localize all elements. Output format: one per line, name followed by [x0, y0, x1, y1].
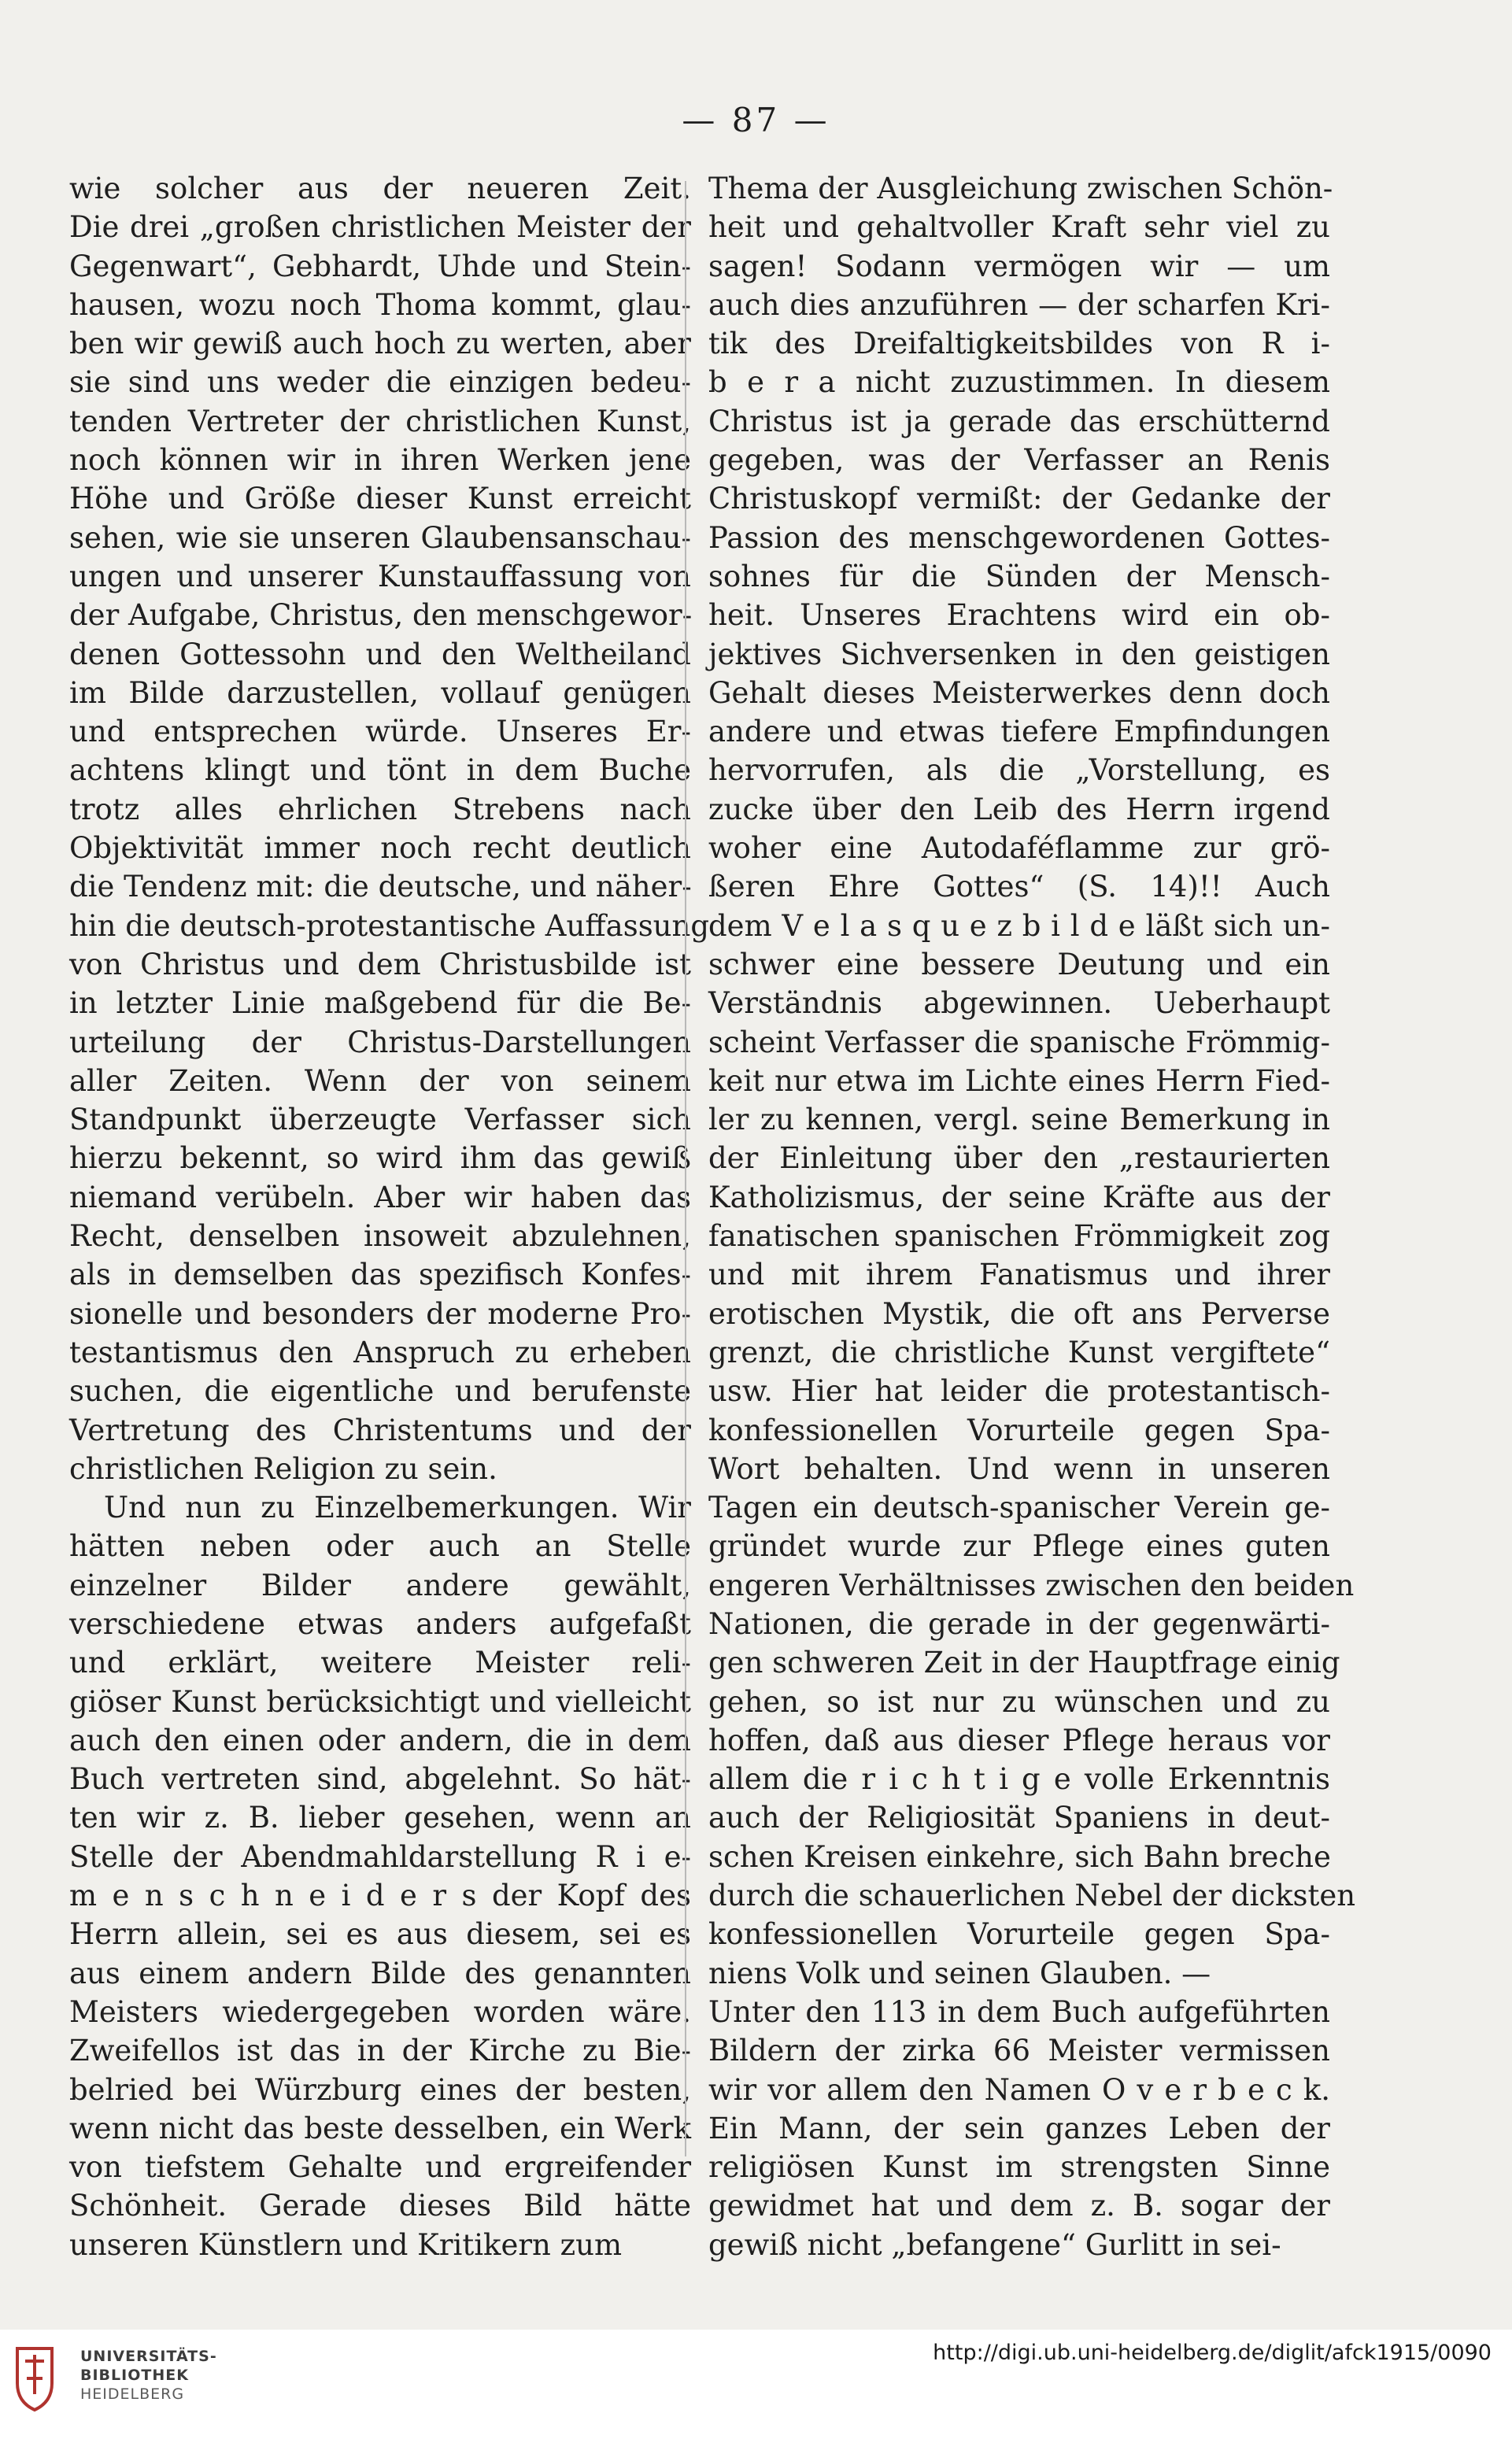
text-line: verschiedene etwas anders aufgefaßt [69, 1606, 691, 1641]
text-line: konfessionellen Vorurteile gegen Spa- [708, 1413, 1330, 1447]
text-line: heit. Unseres Erachtens wird ein ob- [708, 598, 1330, 633]
text-line: Nationen, die gerade in der gegenwärti- [708, 1606, 1330, 1641]
text-line: urteilung der Christus-Darstellungen [69, 1025, 691, 1059]
text-line: hin die deutsch-protestantische Auffassung [69, 908, 710, 943]
text-line: suchen, die eigentliche und berufenste [69, 1374, 691, 1409]
text-line: wenn nicht das beste desselben, ein Werk [69, 2111, 691, 2145]
text-line: Thema der Ausgleichung zwischen Schön- [708, 172, 1333, 205]
text-line: von Christus und dem Christusbilde ist [69, 947, 691, 981]
text-line: belried bei Würzburg eines der besten, [69, 2072, 691, 2107]
library-name-line: BIBLIOTHEK [80, 2367, 189, 2384]
text-line: aller Zeiten. Wenn der von seinem [69, 1063, 691, 1098]
text-line: die Tendenz mit: die deutsche, und näher- [69, 870, 692, 904]
text-line: Gehalt dieses Meisterwerkes denn doch [708, 675, 1330, 710]
text-line: auch der Religiosität Spaniens in deut- [708, 1801, 1330, 1835]
text-line: noch können wir in ihren Werken jene [69, 443, 691, 478]
text-line: Standpunkt überzeugte Verfasser sich [69, 1103, 691, 1137]
text-line: auch den einen oder andern, die in dem [69, 1723, 691, 1757]
text-line: niens Volk und seinen Glauben. — [708, 1956, 1211, 1990]
text-line: Christus ist ja gerade das erschütternd [708, 404, 1330, 438]
source-url-link[interactable]: http://digi.ub.uni-heidelberg.de/diglit/afck1915/0090 [933, 2341, 1492, 2365]
text-line: Recht, denselben insoweit abzulehnen, [69, 1219, 691, 1254]
text-line: Vertretung des Christentums und der [69, 1413, 691, 1447]
text-line: trotz alles ehrlichen Strebens nach [69, 792, 691, 826]
text-line: tenden Vertreter der christlichen Kunst, [69, 404, 691, 438]
text-line: denen Gottessohn und den Weltheiland [69, 637, 691, 671]
text-line: Die drei „großen christlichen Meister der [69, 210, 691, 245]
text-line: sehen, wie sie unseren Glaubensanschau- [69, 520, 691, 555]
text-line: Zweifellos ist das in der Kirche zu Bie- [69, 2034, 691, 2068]
text-line: Wort behalten. Und wenn in unseren [708, 1451, 1330, 1486]
text-line: Herrn allein, sei es aus diesem, sei es [69, 1917, 691, 1952]
text-line: gründet wurde zur Pflege eines guten [708, 1529, 1330, 1564]
text-line: Schönheit. Gerade dieses Bild hätte [69, 2189, 691, 2223]
text-line: scheint Verfasser die spanische Frömmig- [708, 1025, 1330, 1059]
text-line: hervorrufen, als die „Vorstellung, es [708, 753, 1330, 788]
text-line: usw. Hier hat leider die protestantisch- [708, 1374, 1330, 1409]
text-line: gewiß nicht „befangene“ Gurlitt in sei- [708, 2227, 1281, 2262]
library-name-line: HEIDELBERG [80, 2385, 185, 2403]
text-line: religiösen Kunst im strengsten Sinne [708, 2150, 1330, 2185]
text-line: giöser Kunst berücksichtigt und vielleicht [69, 1684, 691, 1719]
text-line: allem die r i c h t i g e volle Erkenntnis [708, 1762, 1330, 1797]
text-line: Unter den 113 in dem Buch aufgeführten [708, 1994, 1330, 2029]
text-line: woher eine Autodaféflamme zur grö- [708, 831, 1330, 866]
text-line: ten wir z. B. lieber gesehen, wenn an [69, 1801, 691, 1835]
text-line: Meisters wiedergegeben worden wäre. [69, 1994, 691, 2029]
text-line: gen schweren Zeit in der Hauptfrage einig [708, 1646, 1340, 1680]
text-line: jektives Sichversenken in den geistigen [708, 637, 1330, 671]
text-line: der Einleitung über den „restaurierten [708, 1141, 1330, 1176]
text-line: achtens klingt und tönt in dem Buche [69, 753, 691, 788]
text-line: Katholizismus, der seine Kräfte aus der [708, 1180, 1330, 1214]
page-number: — 87 — [682, 101, 830, 139]
left-text-column [69, 169, 710, 2262]
text-line: hausen, wozu noch Thoma kommt, glau- [69, 287, 691, 322]
library-name [80, 2347, 217, 2404]
text-line: heit und gehaltvoller Kraft sehr viel zu [708, 210, 1330, 245]
text-line: Bildern der zirka 66 Meister vermissen [708, 2034, 1330, 2068]
text-line: unseren Künstlern und Kritikern zum [69, 2227, 623, 2262]
text-line: auch dies anzuführen — der scharfen Kri- [708, 287, 1330, 322]
text-line: Tagen ein deutsch-spanischer Verein ge- [708, 1491, 1330, 1525]
text-line: und erklärt, weitere Meister reli- [69, 1646, 691, 1680]
text-line: und entsprechen würde. Unseres Er- [69, 715, 691, 749]
text-line: hierzu bekennt, so wird ihm das gewiß [69, 1141, 691, 1176]
text-line: sie sind uns weder die einzigen bedeu- [69, 365, 691, 400]
text-line: sohnes für die Sünden der Mensch- [708, 559, 1330, 593]
text-line: wir vor allem den Namen O v e r b e c k. [708, 2072, 1330, 2107]
text-line: als in demselben das spezifisch Konfes- [69, 1258, 691, 1292]
text-line: Gegenwart“, Gebhardt, Uhde und Stein- [69, 249, 691, 283]
text-line: einzelner Bilder andere gewählt, [69, 1568, 691, 1602]
university-seal-icon [14, 2344, 55, 2413]
text-line: zucke über den Leib des Herrn irgend [708, 792, 1330, 826]
text-line: testantismus den Anspruch zu erheben [69, 1335, 691, 1369]
text-line: Objektivität immer noch recht deutlich [69, 831, 691, 866]
text-line: und mit ihrem Fanatismus und ihrer [708, 1258, 1330, 1292]
right-text-column [708, 169, 1356, 2262]
text-line: im Bilde darzustellen, vollauf genügen [69, 675, 691, 710]
text-line: m e n s c h n e i d e r s der Kopf des [69, 1879, 691, 1913]
text-line: hoffen, daß aus dieser Pflege heraus vor [708, 1723, 1330, 1757]
text-line: der Aufgabe, Christus, den menschgewor- [69, 598, 693, 633]
text-line: Passion des menschgewordenen Gottes- [708, 520, 1330, 555]
text-line: tik des Dreifaltigkeitsbildes von R i- [708, 327, 1330, 361]
text-line: engeren Verhältnisses zwischen den beiden [708, 1568, 1355, 1602]
text-line: konfessionellen Vorurteile gegen Spa- [708, 1917, 1330, 1952]
text-line: ungen und unserer Kunstauffassung von [69, 559, 691, 593]
text-line: gehen, so ist nur zu wünschen und zu [708, 1684, 1330, 1719]
text-line: durch die schauerlichen Nebel der dicksten [708, 1879, 1356, 1913]
text-line: Stelle der Abendmahldarstellung R i e- [69, 1839, 691, 1874]
text-line: hätten neben oder auch an Stelle [69, 1529, 691, 1564]
text-line: wie solcher aus der neueren Zeit. [69, 172, 691, 205]
text-line: Ein Mann, der sein ganzes Leben der [708, 2111, 1330, 2145]
text-line: Christuskopf vermißt: der Gedanke der [708, 482, 1330, 516]
library-name-line: UNIVERSITÄTS- [80, 2348, 217, 2365]
text-line: grenzt, die christliche Kunst vergiftete“ [708, 1335, 1330, 1369]
text-line: andere und etwas tiefere Empfindungen [708, 715, 1330, 749]
text-line: von tiefstem Gehalte und ergreifender [69, 2150, 691, 2185]
text-line: schen Kreisen einkehre, sich Bahn breche [708, 1839, 1331, 1874]
text-line: schwer eine bessere Deutung und ein [708, 947, 1330, 981]
text-line: b e r a nicht zuzustimmen. In diesem [708, 365, 1330, 400]
text-line: fanatischen spanischen Frömmigkeit zog [708, 1219, 1330, 1254]
text-line: gewidmet hat und dem z. B. sogar der [708, 2189, 1330, 2223]
text-line: Höhe und Größe dieser Kunst erreicht [69, 482, 691, 516]
library-footer [0, 2330, 1512, 2439]
text-line: niemand verübeln. Aber wir haben das [69, 1180, 691, 1214]
text-line: gegeben, was der Verfasser an Renis [708, 443, 1330, 478]
text-line: in letzter Linie maßgebend für die Be- [69, 986, 691, 1021]
text-line: sionelle und besonders der moderne Pro- [69, 1296, 691, 1331]
text-line: ßeren Ehre Gottes“ (S. 14)!! Auch [708, 870, 1330, 904]
text-line: sagen! Sodann vermögen wir — um [708, 249, 1330, 283]
text-line: keit nur etwa im Lichte eines Herrn Fied- [708, 1063, 1330, 1098]
text-line: ben wir gewiß auch hoch zu werten, aber [69, 327, 691, 361]
text-line: aus einem andern Bilde des genannten [69, 1956, 691, 1990]
text-line: dem V e l a s q u e z b i l d e läßt sich un- [708, 908, 1330, 943]
text-line: Und nun zu Einzelbemerkungen. Wir [104, 1491, 691, 1525]
text-line: ler zu kennen, vergl. seine Bemerkung in [708, 1103, 1330, 1137]
text-line: Verständnis abgewinnen. Ueberhaupt [708, 986, 1330, 1021]
text-line: christlichen Religion zu sein. [69, 1451, 497, 1486]
text-line: erotischen Mystik, die oft ans Perverse [708, 1296, 1330, 1331]
text-line: Buch vertreten sind, abgelehnt. So hät- [69, 1762, 691, 1797]
column-divider [685, 181, 686, 2156]
